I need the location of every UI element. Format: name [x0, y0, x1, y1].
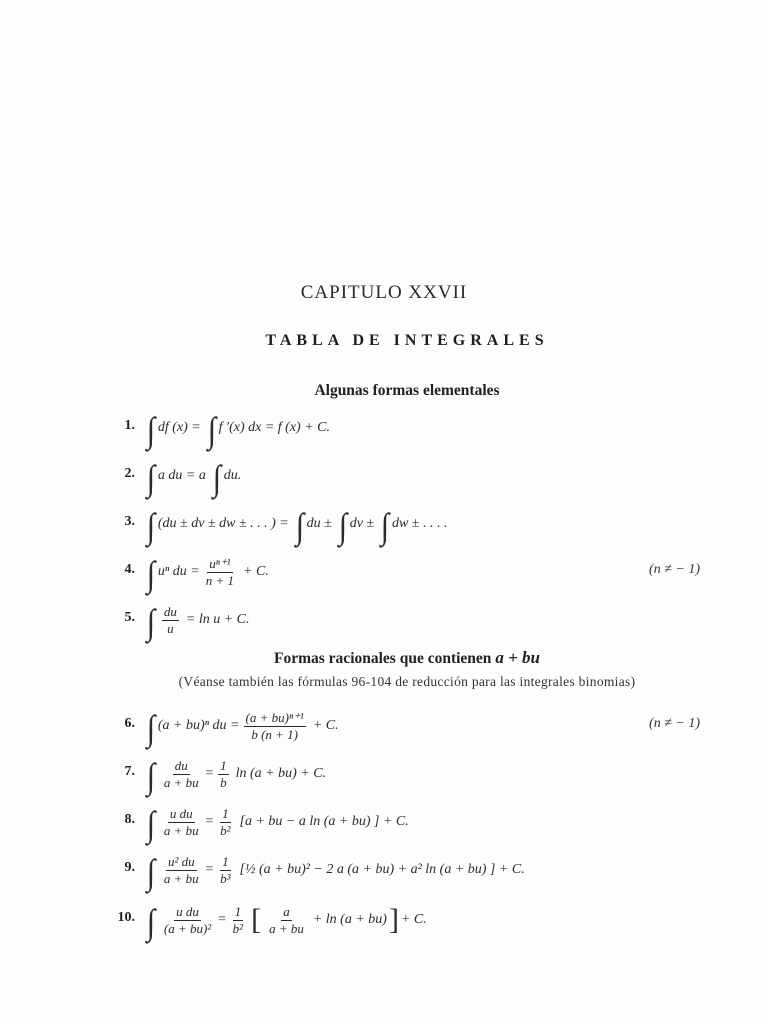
fraction-denominator: a + bu — [163, 870, 199, 886]
fraction-numerator: u² du — [167, 853, 195, 869]
formula-number: 6. — [124, 716, 135, 731]
fraction-denominator: a + bu — [163, 774, 199, 790]
fraction-denominator: a + bu — [163, 822, 199, 838]
formula-number: 1. — [124, 418, 135, 433]
formula-number: 5. — [124, 610, 135, 625]
formula-part: f ′(x) dx = f (x) + C. — [218, 420, 330, 435]
formula-expression — [146, 800, 409, 844]
fraction-denominator: n + 1 — [205, 572, 235, 588]
integral-sign-icon: ∫ — [146, 852, 156, 892]
formula-part: dw ± . . . . — [391, 516, 448, 531]
formula-part: ln (a + bu) + C. — [235, 766, 327, 781]
formula-expression — [146, 898, 427, 942]
formula-expression — [146, 550, 269, 594]
fraction — [162, 904, 213, 937]
chapter-title: CAPITULO XXVII — [300, 282, 468, 303]
formula-part: df (x) = — [157, 420, 201, 435]
formula-part: (du ± dv ± dw ± . . . ) = — [157, 516, 289, 531]
fraction — [244, 710, 306, 743]
section-heading-racionales — [0, 648, 768, 668]
section-note: (Véanse también las fórmulas 96-104 de reducción para las integrales binomias) — [178, 674, 636, 689]
fraction-denominator: b² — [232, 920, 244, 936]
fraction-numerator: (a + bu)ⁿ⁺¹ — [245, 709, 304, 725]
section-heading-text: Algunas formas elementales — [314, 382, 500, 399]
integral-sign-icon: ∫ — [146, 554, 156, 594]
formula-6 — [0, 704, 768, 748]
formula-number: 2. — [124, 466, 135, 481]
formula-4 — [0, 550, 768, 594]
left-bracket-icon: [ — [251, 903, 262, 936]
fraction-denominator: (a + bu)² — [163, 920, 212, 936]
formula-expression — [146, 752, 326, 796]
equals-sign: = — [204, 766, 215, 781]
formula-part: a du = a — [157, 468, 206, 483]
integral-sign-icon: ∫ — [338, 506, 347, 546]
formula-expression — [146, 704, 339, 748]
fraction — [218, 806, 232, 839]
formula-number: 8. — [124, 812, 135, 827]
formula-7 — [0, 752, 768, 796]
formula-expression — [146, 406, 330, 450]
formula-part: [a + bu − a ln (a + bu) ] + C. — [239, 814, 409, 829]
fraction — [162, 758, 201, 791]
equals-sign: = — [204, 862, 215, 877]
fraction — [162, 604, 179, 637]
formula-part: = ln u + C. — [185, 612, 250, 627]
page-title: TABLA DE INTEGRALES — [265, 332, 549, 349]
integral-sign-icon: ∫ — [146, 756, 156, 796]
right-bracket-icon: ] — [388, 903, 399, 936]
fraction — [162, 806, 201, 839]
formula-part: + ln (a + bu) — [312, 912, 387, 927]
formula-expression — [146, 848, 525, 892]
formula-3 — [0, 502, 768, 546]
formula-number: 10. — [117, 910, 135, 925]
fraction — [267, 904, 306, 937]
integral-sign-icon: ∫ — [207, 410, 216, 450]
integral-sign-icon: ∫ — [146, 902, 156, 942]
integral-sign-icon: ∫ — [146, 708, 156, 748]
formula-2 — [0, 454, 768, 498]
fraction-numerator: 1 — [222, 805, 229, 821]
fraction-numerator: du — [174, 757, 188, 773]
formula-8 — [0, 800, 768, 844]
fraction-numerator: u du — [169, 805, 193, 821]
formula-expression — [146, 454, 241, 498]
fraction — [162, 854, 201, 887]
fraction-denominator: u — [167, 620, 174, 636]
formula-number: 7. — [124, 764, 135, 779]
fraction — [218, 854, 232, 887]
fraction-numerator: uⁿ⁺¹ — [209, 555, 231, 571]
fraction-denominator: b² — [220, 822, 231, 838]
formula-number: 4. — [124, 562, 135, 577]
integral-sign-icon: ∫ — [146, 804, 156, 844]
integral-sign-icon: ∫ — [146, 458, 156, 498]
equals-sign: = — [217, 912, 227, 927]
formula-expression — [146, 598, 250, 642]
integral-sign-icon: ∫ — [146, 506, 156, 546]
formula-condition: (n ≠ − 1) — [649, 562, 700, 577]
section-heading-expression: a + bu — [495, 648, 540, 667]
formula-part: + C. — [243, 564, 269, 579]
fraction-denominator: a + bu — [269, 920, 304, 936]
formula-part: + C. — [400, 912, 427, 927]
formula-10 — [0, 898, 768, 942]
formula-9 — [0, 848, 768, 892]
formula-1 — [0, 406, 768, 450]
fraction-numerator: 1 — [220, 757, 227, 773]
fraction — [218, 758, 229, 791]
section-heading-elementales — [0, 382, 768, 400]
fraction-numerator: u du — [176, 903, 199, 919]
integral-sign-icon: ∫ — [146, 410, 156, 450]
formula-part: (a + bu)ⁿ du = — [157, 718, 240, 733]
formula-5 — [0, 598, 768, 642]
fraction-numerator: 1 — [222, 853, 229, 869]
section-heading-text: Formas racionales que contienen — [274, 650, 492, 667]
integral-sign-icon: ∫ — [295, 506, 304, 546]
integral-sign-icon: ∫ — [380, 506, 390, 546]
formula-number: 9. — [124, 860, 135, 875]
integral-sign-icon: ∫ — [212, 458, 221, 498]
fraction-numerator: du — [163, 603, 177, 619]
formula-part: uⁿ du = — [157, 564, 200, 579]
formula-condition: (n ≠ − 1) — [649, 716, 700, 731]
formula-part: + C. — [312, 718, 339, 733]
formula-expression — [146, 502, 448, 546]
formula-number: 3. — [124, 514, 135, 529]
fraction-numerator: 1 — [234, 903, 242, 919]
fraction-numerator: a — [283, 903, 290, 919]
equals-sign: = — [204, 814, 215, 829]
fraction — [231, 904, 245, 937]
fraction — [204, 556, 236, 589]
fraction-denominator: b³ — [220, 870, 231, 886]
formula-part: du ± — [306, 516, 332, 531]
integral-sign-icon: ∫ — [146, 602, 156, 642]
formula-part: du. — [223, 468, 242, 483]
formula-part: dv ± — [349, 516, 375, 531]
formula-part: [½ (a + bu)² − 2 a (a + bu) + a² ln (a + bu) ] + C. — [239, 862, 525, 877]
fraction-denominator: b — [220, 774, 227, 790]
fraction-denominator: b (n + 1) — [251, 726, 298, 742]
